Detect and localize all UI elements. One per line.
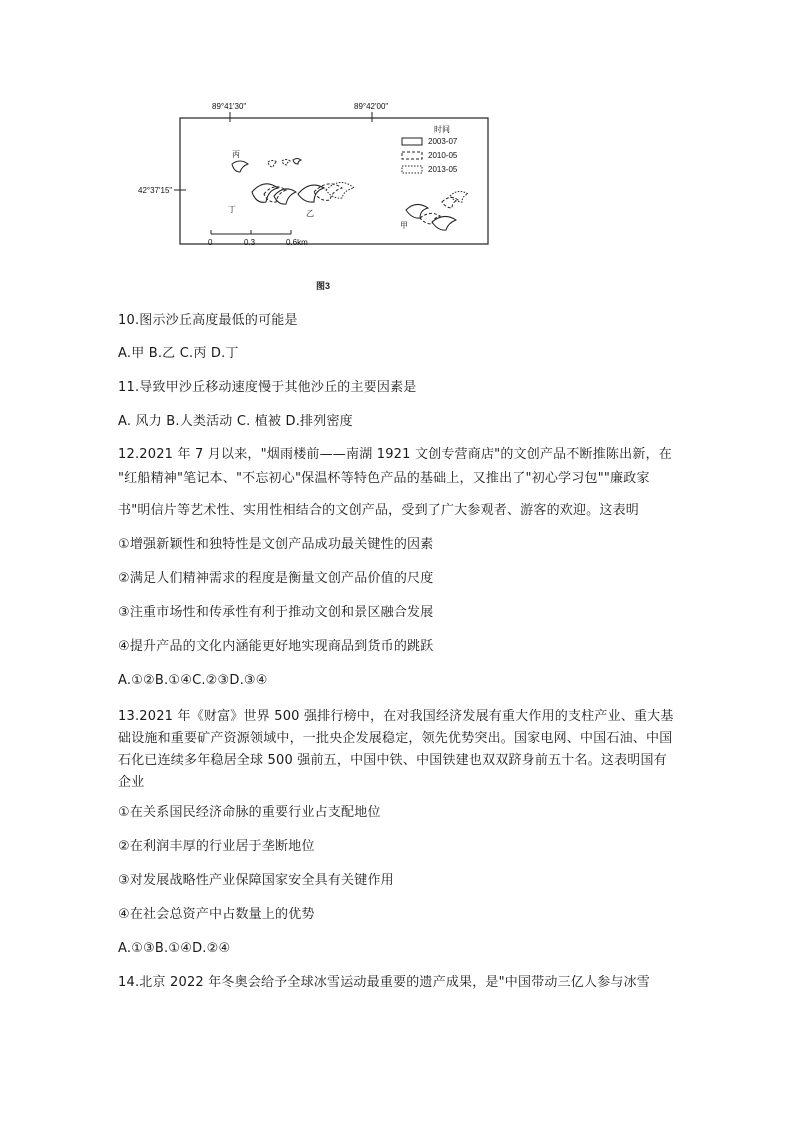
scale-label-0: 0 bbox=[208, 238, 213, 247]
question-12-item-1: ①增强新颖性和独特性是文创产品成功最关键性的因素 bbox=[118, 537, 434, 552]
longitude-right-label: 89°42'00" bbox=[354, 102, 389, 111]
legend-item-2003: 2003-07 bbox=[428, 137, 458, 146]
question-13-item-2: ②在利润丰厚的行业居于垄断地位 bbox=[118, 839, 315, 854]
question-12-stem-line-3: 书"明信片等艺术性、实用性相结合的文创产品，受到了广大参观者、游客的欢迎。这表明 bbox=[118, 503, 639, 518]
question-13-stem: 13.2021 年《财富》世界 500 强排行榜中，在对我国经济发展有重大作用的支柱产业、重大基础设施和重要矿产资源领域中，一批央企发展稳定，领先优势突出。国家电网、中国石油、中国石化已连续多年稳居全球 500 强前五，中国中铁、中国铁建也双双跻身前五十名。这表明国有企业 bbox=[118, 709, 674, 790]
dune-label-ding: 丁 bbox=[228, 205, 236, 214]
question-13-item-1: ①在关系国民经济命脉的重要行业占支配地位 bbox=[118, 805, 381, 820]
question-12-stem-line-2: "红船精神"笔记本、"不忘初心"保温杯等特色产品的基础上，又推出了"初心学习包""廉政家 bbox=[118, 471, 650, 486]
question-14-stem: 14.北京 2022 年冬奥会给予全球冰雪运动最重要的遗产成果，是"中国带动三亿人参与冰雪 bbox=[118, 975, 651, 990]
question-13-options: A.①③B.①④D.②④ bbox=[118, 941, 231, 956]
legend-title: 时间 bbox=[434, 125, 450, 134]
question-12-item-2: ②满足人们精神需求的程度是衡量文创产品价值的尺度 bbox=[118, 571, 434, 586]
figure-3-map bbox=[138, 98, 510, 298]
question-12-stem-line-1: 12.2021 年 7 月以来，"烟雨楼前——南湖 1921 文创专营商店"的文创产品不断推陈出新，在 bbox=[118, 447, 672, 462]
dune-map-drawing bbox=[150, 98, 510, 298]
longitude-left-label: 89°41'30" bbox=[212, 102, 247, 111]
dune-label-jia: 甲 bbox=[400, 221, 408, 230]
question-12-item-4: ④提升产品的文化内涵能更好地实现商品到货币的跳跃 bbox=[118, 639, 434, 654]
scale-label-06km: 0.6km bbox=[286, 238, 308, 247]
question-11-stem: 11.导致甲沙丘移动速度慢于其他沙丘的主要因素是 bbox=[118, 380, 417, 395]
figure-caption: 图3 bbox=[316, 281, 331, 291]
scale-label-03: 0.3 bbox=[244, 238, 256, 247]
latitude-label: 42°37'15" bbox=[138, 186, 173, 195]
dune-label-bing: 丙 bbox=[232, 150, 240, 159]
question-10-options: A.甲 B.乙 C.丙 D.丁 bbox=[118, 346, 239, 361]
question-11-options: A. 风力 B.人类活动 C. 植被 D.排列密度 bbox=[118, 414, 353, 429]
question-10-stem: 10.图示沙丘高度最低的可能是 bbox=[118, 313, 298, 328]
question-13-item-4: ④在社会总资产中占数量上的优势 bbox=[118, 907, 315, 922]
legend-item-2010: 2010-05 bbox=[428, 151, 458, 160]
legend-item-2013: 2013-05 bbox=[428, 165, 458, 174]
dune-label-yi: 乙 bbox=[306, 209, 314, 218]
question-12-options: A.①②B.①④C.②③D.③④ bbox=[118, 673, 268, 688]
question-13-item-3: ③对发展战略性产业保障国家安全具有关键作用 bbox=[118, 873, 394, 888]
question-12-item-3: ③注重市场性和传承性有利于推动文创和景区融合发展 bbox=[118, 605, 434, 620]
